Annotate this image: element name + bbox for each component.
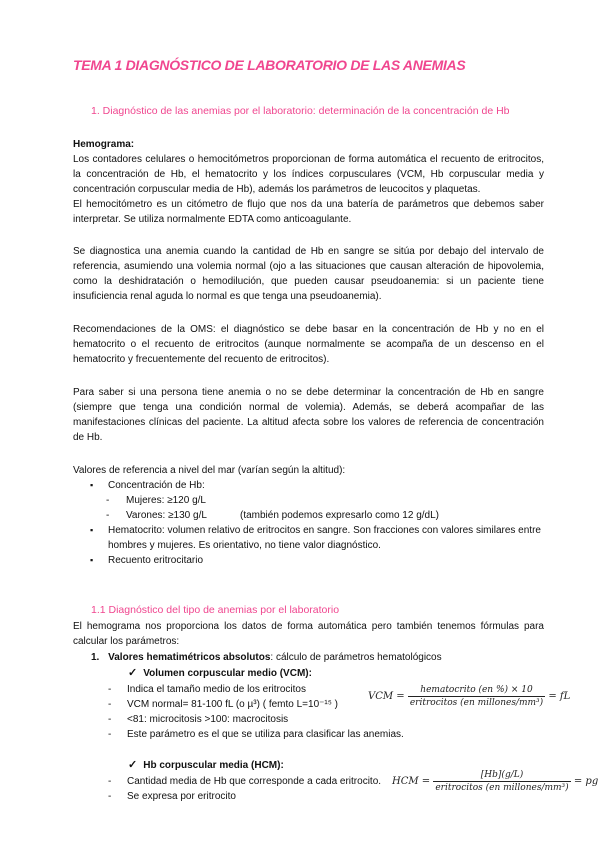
section-heading-1: 1. Diagnóstico de las anemias por el laboratorio: determinación de la concentración de Hb xyxy=(91,105,510,117)
bullet-icon: ▪ xyxy=(90,525,94,535)
list-item: - Cantidad media de Hb que corresponde a cada eritrocito. xyxy=(108,776,382,787)
paragraph-hemocitometro: El hemocitómetro es un citómetro de flujo que nos da una batería de parámetros que debemos saber interpretar. Se utiliza normalmente EDTA como anticoagulante. xyxy=(73,199,544,225)
numbered-item-1: 1. Valores hematimétricos absolutos: cálculo de parámetros hematológicos xyxy=(91,652,442,663)
hcm-heading: ✓ Hb corpuscular media (HCM): xyxy=(128,759,284,771)
paragraph-oms: Recomendaciones de la OMS: el diagnóstico se debe basar en la concentración de Hb y no en el hematocrito o el recuento de eritrocitos (aunque normalmente se acompaña de un descenso en el hematocrito y frecuentemente del recuento de eritrocitos). xyxy=(73,324,544,365)
list-item: ▪ Hematocrito: volumen relativo de eritrocitos en sangre. Son fracciones con valores similares entre hombres y mujeres. Es orientativo, no tiene valor diagnóstico. xyxy=(90,525,541,551)
hemograma-label: Hemograma: xyxy=(73,139,135,150)
paragraph-contadores: Los contadores celulares o hemocitómetros proporcionan de forma automática el recuento de eritrocitos, la concentración de Hb, el hematocrito y los índices corpusculares (VCM, Hb corpuscular media y concentración corpuscular media de Hb), además los parámetros de leucocitos y plaquetas. xyxy=(73,154,544,195)
list-item: - <81: microcitosis >100: macrocitosis xyxy=(108,714,289,725)
list-item: - Este parámetro es el que se utiliza para clasificar las anemias. xyxy=(108,729,404,740)
list-item: - VCM normal= 81-100 fL (o µ³) ( femto L=10⁻¹⁵ ) xyxy=(108,699,339,710)
hcm-list xyxy=(108,774,398,804)
section-heading-1-1: 1.1 Diagnóstico del tipo de anemias por el laboratorio xyxy=(91,604,340,616)
list-item: - Indica el tamaño medio de los eritrocitos xyxy=(108,684,306,695)
list-item: ▪ Recuento eritrocitario xyxy=(90,555,204,566)
list-item: - Mujeres: ≥120 g/L xyxy=(106,495,206,506)
paragraph-hemograma-formulas: El hemograma nos proporciona los datos de forma automática pero también tenemos fórmulas para calcular los parámetros: xyxy=(73,621,544,647)
hcm-formula: HCM = $\frac{[Hb](g/L)}{\text{eritrocitos (en millones/mm³)}}$ = pg xyxy=(392,770,599,793)
reference-values-intro: Valores de referencia a nivel del mar (varían según la altitud): xyxy=(73,465,346,476)
list-item: ▪ Concentración de Hb: xyxy=(90,480,205,491)
vcm-list xyxy=(108,682,404,742)
vcm-heading: ✓ Volumen corpuscular medio (VCM): xyxy=(128,667,312,679)
bullet-icon: ▪ xyxy=(90,555,94,565)
check-icon: ✓ xyxy=(128,759,138,771)
list-item: - Se expresa por eritrocito xyxy=(108,791,236,802)
paragraph-anemia: Para saber si una persona tiene anemia o no se debe determinar la concentración de Hb en sangre (siempre que tenga una condición normal de volemia). Además, se deberá acompañar de las manifestaciones clínicas del paciente. La altitud afecta sobre los valores de referencia de concentración de Hb. xyxy=(73,387,544,443)
paragraph-diagnostico: Se diagnostica una anemia cuando la cantidad de Hb en sangre se sitúa por debajo del intervalo de referencia, asumiendo una volemia normal (ojo a las situaciones que causan alteración de hipovolemia, como la deshidratación o hemodilución, que pueden causar pseudoanemia: si un paciente tiene insuficiencia renal aguda lo normal es que tenga una pseudoanemia). xyxy=(73,246,544,302)
vcm-formula: VCM = $\frac{\text{hematocrito (en \%) × 10}}{\text{eritrocitos (en millones/mm³)}}$ = fL xyxy=(368,685,571,708)
check-icon: ✓ xyxy=(128,667,138,679)
reference-list xyxy=(90,478,550,568)
bullet-icon: ▪ xyxy=(90,480,94,490)
list-item: - Varones: ≥130 g/L (también podemos expresarlo como 12 g/dL) xyxy=(106,510,439,521)
page-title: TEMA 1 DIAGNÓSTICO DE LABORATORIO DE LAS ANEMIAS xyxy=(73,57,466,73)
